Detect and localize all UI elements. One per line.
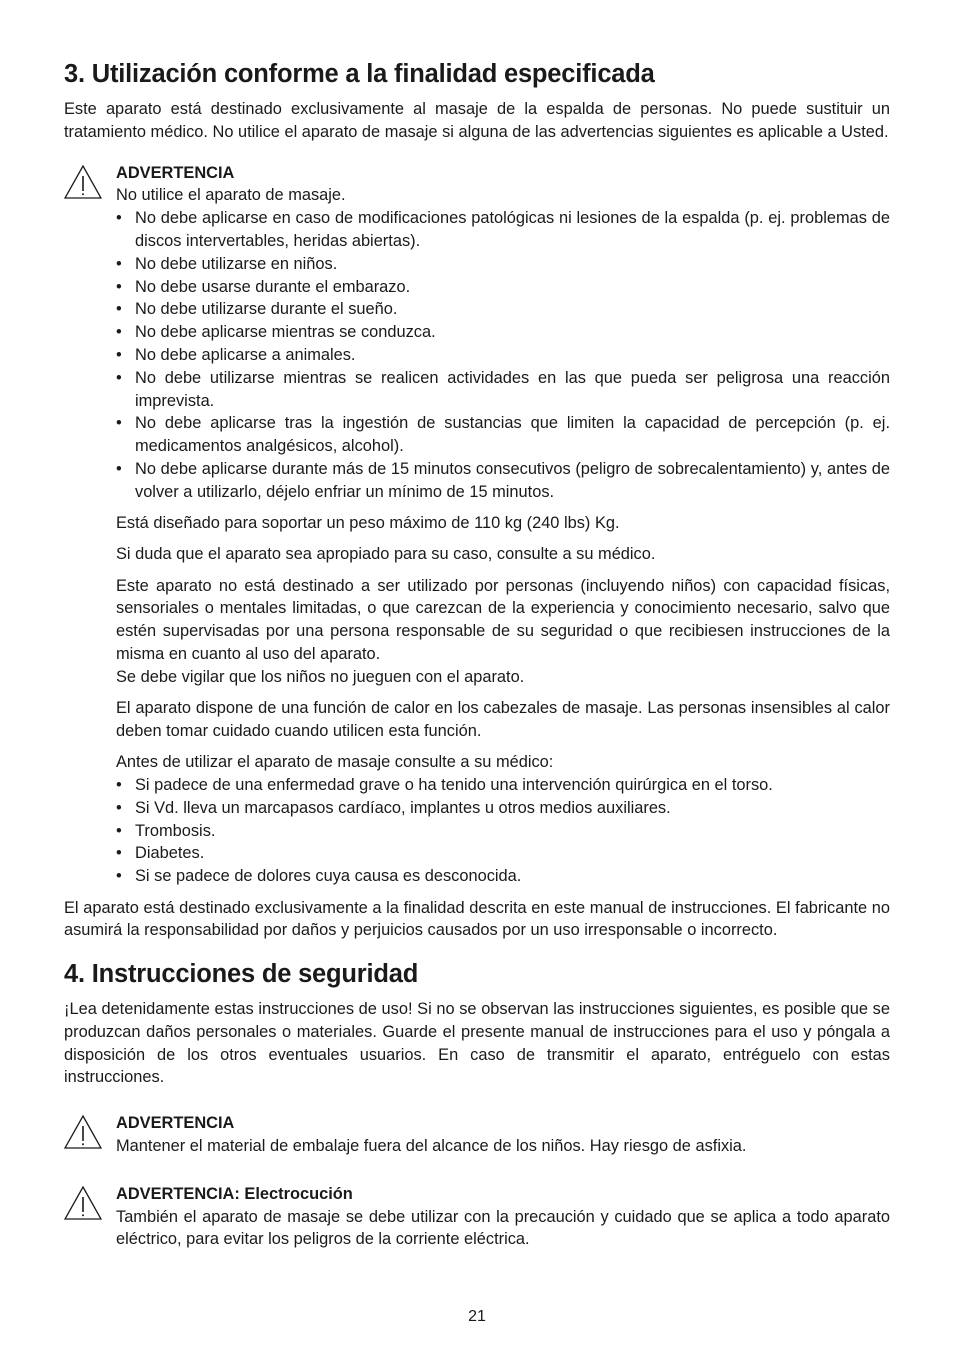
list-item: • No debe usarse durante el embarazo. [116, 276, 890, 299]
heat-note: El aparato dispone de una función de calor en los cabezales de masaje. Las personas insensibles al calor deben tomar cuidado cuando utilicen esta función. [116, 699, 890, 740]
warning-title: ADVERTENCIA [116, 1114, 235, 1133]
warning-triangle-icon [64, 165, 102, 199]
section-3-closing: El aparato está destinado exclusivamente a la finalidad descrita en este manual de instrucciones. El fabricante no asumirá la responsabilidad por daños y perjuicios causados por un uso irresponsable o incorrecto. [64, 898, 890, 940]
doctor-list [116, 774, 890, 888]
doubt-note: Si duda que el aparato sea apropiado para su caso, consulte a su médico. [116, 545, 656, 564]
warning-text: También el aparato de masaje se debe utilizar con la precaución y cuidado que se aplica a todo aparato eléctrico, para evitar los peligros de la corriente eléctrica. [116, 1207, 890, 1249]
page-number: 21 [468, 1308, 486, 1325]
list-item: • No debe aplicarse durante más de 15 minutos consecutivos (peligro de sobrecalentamiento) y, antes de volver a utilizarlo, déjelo enfriar un mínimo de 15 minutos. [116, 458, 890, 504]
list-item: • Trombosis. [116, 820, 890, 843]
section-4-heading: 4. Instrucciones de seguridad [64, 960, 419, 989]
warning-triangle-icon [64, 1186, 102, 1220]
page-content [64, 58, 890, 1251]
list-item: • Si Vd. lleva un marcapasos cardíaco, implantes u otros medios auxiliares. [116, 797, 890, 820]
warning-title: ADVERTENCIA: Electrocución [116, 1184, 353, 1203]
section-4-intro: ¡Lea detenidamente estas instrucciones de uso! Si no se observan las instrucciones siguientes, es posible que se produzcan daños personales o materiales. Guarde el presente manual de instrucciones para el uso y póngala a disposición de los otros eventuales usuarios. En caso de transmitir el aparato, entréguelo con estas instrucciones. [64, 1000, 890, 1087]
list-item: • No debe utilizarse durante el sueño. [116, 298, 890, 321]
list-item: • Si padece de una enfermedad grave o ha tenido una intervención quirúrgica en el torso. [116, 774, 890, 797]
warning-text: Mantener el material de embalaje fuera del alcance de los niños. Hay riesgo de asfixia. [116, 1137, 747, 1156]
list-item: • No debe utilizarse mientras se realicen actividades en las que pueda ser peligrosa una reacción imprevista. [116, 367, 890, 413]
warning-block-packaging [64, 1112, 890, 1158]
weight-note: Está diseñado para soportar un peso máximo de 110 kg (240 lbs) Kg. [116, 514, 620, 533]
warning-block-usage [64, 162, 890, 888]
list-item: • Diabetes. [116, 842, 890, 865]
list-item: • No debe aplicarse a animales. [116, 344, 890, 367]
warning-title: ADVERTENCIA [116, 163, 235, 182]
list-item: • No debe aplicarse mientras se conduzca. [116, 321, 890, 344]
section-3-intro: Este aparato está destinado exclusivamente al masaje de la espalda de personas. No puede sustituir un tratamiento médico. No utilice el aparato de masaje si alguna de las advertencias siguientes es aplicable a Usted. [64, 100, 890, 141]
section-3-heading: 3. Utilización conforme a la finalidad especificada [64, 60, 655, 88]
warning-block-electrocution [64, 1183, 890, 1251]
warning-triangle-icon [64, 1115, 102, 1149]
warning-list [116, 207, 890, 503]
children-note: Se debe vigilar que los niños no jueguen con el aparato. [116, 667, 525, 686]
list-item: • No debe utilizarse en niños. [116, 253, 890, 276]
list-item: • No debe aplicarse tras la ingestión de sustancias que limiten la capacidad de percepción (p. ej. medicamentos analgésicos, alcohol). [116, 412, 890, 458]
list-item: • No debe aplicarse en caso de modificaciones patológicas ni lesiones de la espalda (p. ej. problemas de discos intervertables, heridas abiertas). [116, 207, 890, 253]
warning-lead: No utilice el aparato de masaje. [116, 186, 346, 205]
doctor-lead: Antes de utilizar el aparato de masaje consulte a su médico: [116, 753, 554, 772]
persons-note: Este aparato no está destinado a ser utilizado por personas (incluyendo niños) con capacidad físicas, sensoriales o mentales limitadas, o que carezcan de la experiencia y conocimiento necesario, salvo que estén supervisadas por una persona responsable de su seguridad o que recibiesen instrucciones de la misma en cuanto al uso del aparato. [116, 576, 890, 664]
list-item: • Si se padece de dolores cuya causa es desconocida. [116, 865, 890, 888]
